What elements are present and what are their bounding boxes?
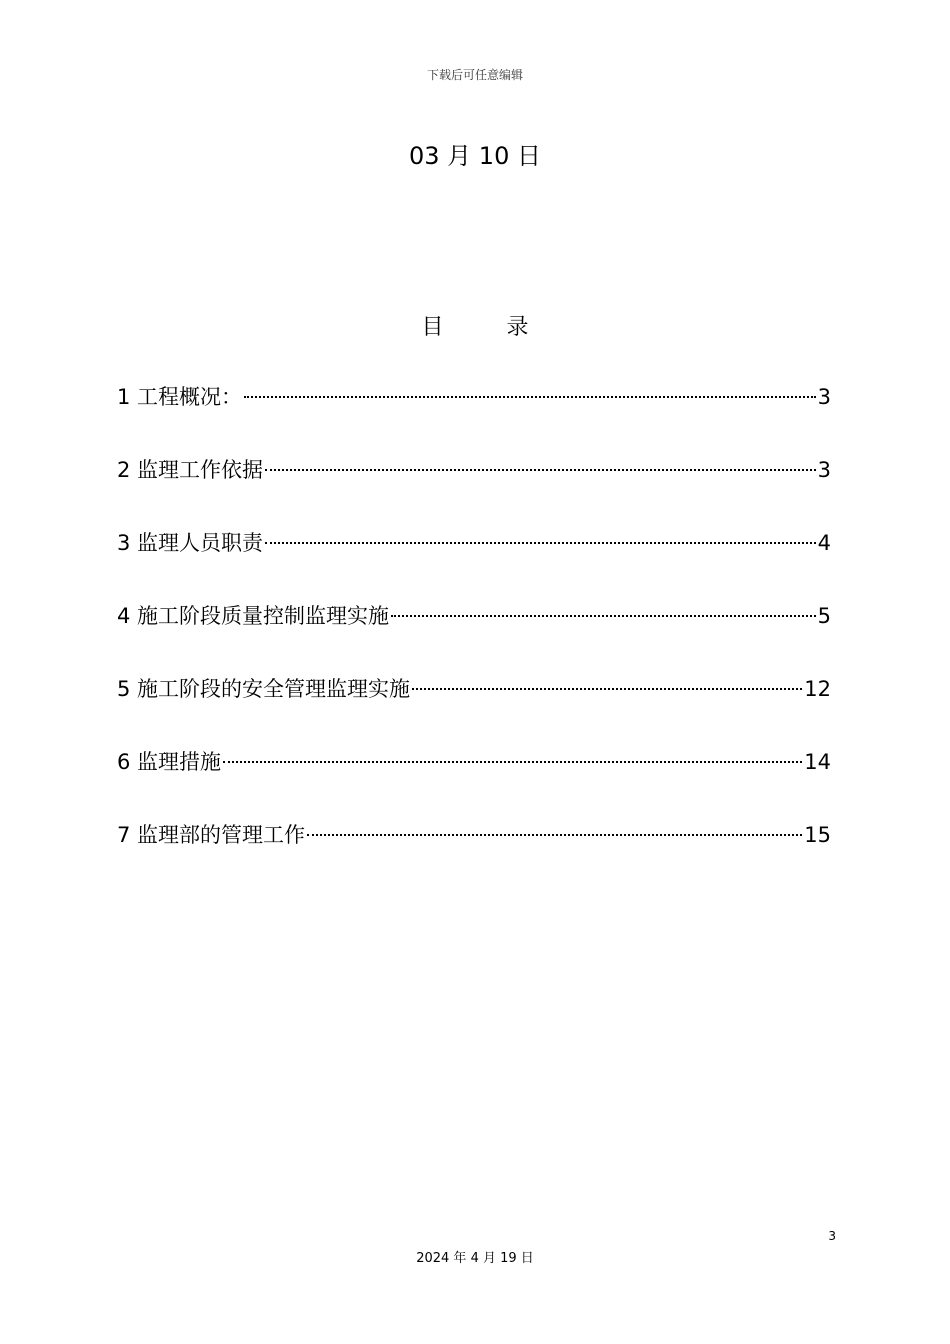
toc-leader-dots bbox=[391, 615, 816, 617]
page-number: 3 bbox=[828, 1229, 836, 1243]
toc-entry-label: 4 施工阶段质量控制监理实施 bbox=[117, 604, 390, 628]
toc-entry-label: 6 监理措施 bbox=[117, 750, 222, 774]
table-of-contents bbox=[117, 380, 831, 891]
toc-entry-page: 5 bbox=[817, 604, 831, 628]
toc-entry-label: 5 施工阶段的安全管理监理实施 bbox=[117, 677, 411, 701]
toc-entry-3[interactable] bbox=[117, 526, 831, 599]
toc-leader-dots bbox=[265, 542, 816, 544]
toc-title: 目 录 bbox=[421, 315, 557, 340]
toc-entry-page: 3 bbox=[817, 458, 831, 482]
toc-entry-label: 7 监理部的管理工作 bbox=[117, 823, 306, 847]
header-note: 下载后可任意编辑 bbox=[426, 68, 523, 82]
toc-entry-page: 14 bbox=[804, 750, 831, 774]
document-date: 03 月 10 日 bbox=[409, 142, 541, 170]
toc-entry-page: 15 bbox=[804, 823, 831, 847]
toc-leader-dots bbox=[412, 688, 802, 690]
footer-date: 2024 年 4 月 19 日 bbox=[416, 1251, 534, 1266]
toc-entry-page: 3 bbox=[817, 385, 831, 409]
toc-entry-5[interactable] bbox=[117, 672, 831, 745]
toc-entry-page: 12 bbox=[804, 677, 831, 701]
toc-leader-dots bbox=[265, 469, 816, 471]
toc-leader-dots bbox=[223, 761, 802, 763]
toc-entry-label: 3 监理人员职责 bbox=[117, 531, 264, 555]
toc-entry-4[interactable] bbox=[117, 599, 831, 672]
toc-entry-page: 4 bbox=[817, 531, 831, 555]
toc-entry-label: 1 工程概况： bbox=[117, 385, 243, 409]
toc-entry-7[interactable] bbox=[117, 818, 831, 891]
toc-entry-6[interactable] bbox=[117, 745, 831, 818]
toc-entry-2[interactable] bbox=[117, 453, 831, 526]
toc-leader-dots bbox=[307, 834, 802, 836]
toc-leader-dots bbox=[244, 396, 816, 398]
toc-entry-label: 2 监理工作依据 bbox=[117, 458, 264, 482]
toc-entry-1[interactable] bbox=[117, 380, 831, 453]
